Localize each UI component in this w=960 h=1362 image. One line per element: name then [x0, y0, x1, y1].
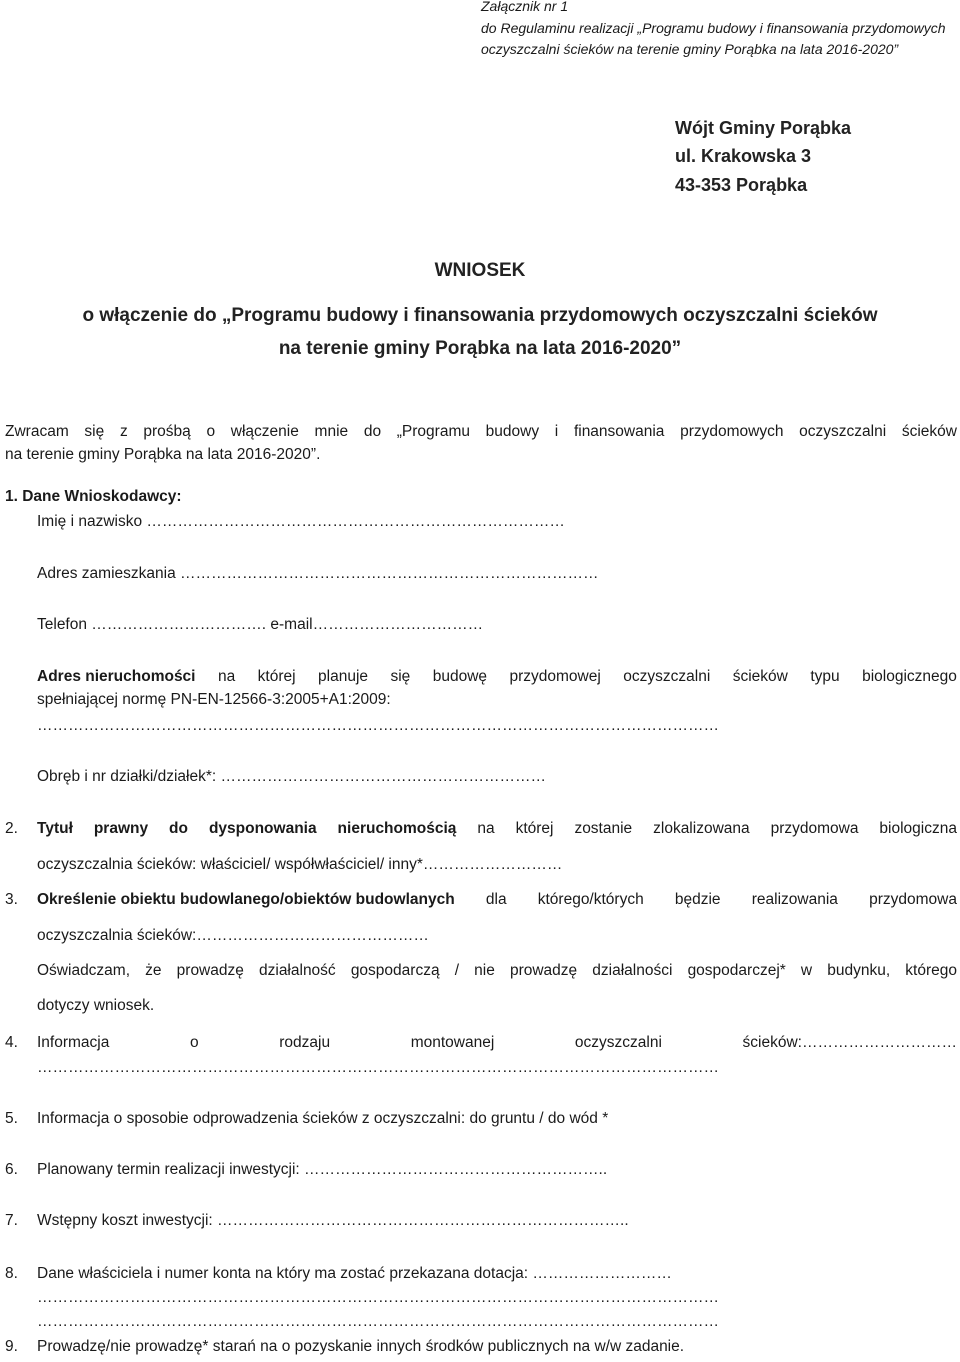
property-address-line-1: Adres nieruchomości na której planuje się budowę przydomowej oczyszczalni ścieków typu biologicznego: [37, 668, 957, 685]
intro-line-2: na terenie gminy Porąbka na lata 2016-2020”.: [5, 446, 321, 463]
investment-date-field[interactable]: Planowany termin realizacji inwestycji: …………………………………………………..: [37, 1161, 608, 1178]
property-address-field[interactable]: ……………………………………………………………………………………………………………………: [37, 717, 719, 734]
form-subtitle-line-1: o włączenie do „Programu budowy i finansowania przydomowych oczyszczalni ścieków: [82, 305, 878, 326]
attachment-line-3: oczyszczalni ścieków na terenie gminy Porąbka na lata 2016-2020”: [481, 41, 899, 57]
addressee-line-1: Wójt Gminy Porąbka: [675, 118, 852, 138]
addressee-line-3: 43-353 Porąbka: [675, 175, 808, 195]
section-6-number: 6.: [5, 1161, 18, 1178]
applicant-contact-field[interactable]: Telefon ……………………………. e-mail……………………………: [37, 616, 484, 633]
owner-bank-details-dots-1[interactable]: ……………………………………………………………………………………………………………………: [37, 1289, 719, 1306]
form-title: WNIOSEK: [434, 260, 526, 281]
section-7-number: 7.: [5, 1212, 18, 1229]
intro-line-1: Zwracam się z prośbą o włączenie mnie do „Programu budowy i finansowania przydomowych oczyszczalni ścieków: [5, 423, 957, 440]
owner-bank-details-dots-2[interactable]: ……………………………………………………………………………………………………………………: [37, 1313, 719, 1330]
section-4-number: 4.: [5, 1034, 18, 1051]
declaration-line-1: Oświadczam, że prowadzę działalność gospodarczą / nie prowadzę działalności gospodarczej* w budynku, którego: [37, 962, 957, 979]
declaration-line-2: dotyczy wniosek.: [37, 997, 155, 1014]
section-9-number: 9.: [5, 1338, 18, 1355]
section-3-line-1: Określenie obiektu budowlanego/obiektów budowlanych dla którego/których będzie realizowania przydomowa: [37, 891, 957, 908]
applicant-address-field[interactable]: Adres zamieszkania ………………………………………………………………………: [37, 565, 599, 582]
attachment-line-1: Załącznik nr 1: [481, 0, 569, 14]
addressee-line-2: ul. Krakowska 3: [675, 146, 812, 166]
treatment-plant-type-field[interactable]: ……………………………………………………………………………………………………………………: [37, 1059, 719, 1076]
property-address-line-2: spełniającej normę PN-EN-12566-3:2005+A1:2009:: [37, 691, 391, 708]
section-4-line-1[interactable]: Informacja o rodzaju montowanej oczyszczalni ścieków:…………………………: [37, 1034, 957, 1051]
investment-cost-field[interactable]: Wstępny koszt inwestycji: ……………………………………………………………………..: [37, 1212, 629, 1229]
ownership-title-field[interactable]: oczyszczalnia ścieków: właściciel/ współwłaściciel/ inny*………………………: [37, 856, 563, 873]
section-2-line-1: Tytuł prawny do dysponowania nieruchomością na której zostanie zlokalizowana przydomowa biologiczna: [37, 820, 957, 837]
section-1-heading: 1. Dane Wnioskodawcy:: [5, 488, 182, 505]
section-2-number: 2.: [5, 820, 18, 837]
section-3-number: 3.: [5, 891, 18, 908]
section-8-number: 8.: [5, 1265, 18, 1282]
building-field[interactable]: oczyszczalnia ścieków:………………………………………: [37, 927, 429, 944]
owner-bank-details-field[interactable]: Dane właściciela i numer konta na który ma zostać przekazana dotacja: ………………………: [37, 1265, 672, 1282]
form-subtitle-line-2: na terenie gminy Porąbka na lata 2016-2020”: [278, 338, 682, 359]
applicant-name-field[interactable]: Imię i nazwisko ………………………………………………………………………: [37, 513, 565, 530]
section-5-text[interactable]: Informacja o sposobie odprowadzenia ścieków z oczyszczalni: do gruntu / do wód *: [37, 1110, 609, 1127]
section-9-text[interactable]: Prowadzę/nie prowadzę* starań na o pozyskanie innych środków publicznych na w/w zadanie.: [37, 1338, 685, 1355]
plot-number-field[interactable]: Obręb i nr działki/działek*: ………………………………………………………: [37, 768, 546, 785]
section-5-number: 5.: [5, 1110, 18, 1127]
attachment-line-2: do Regulaminu realizacji „Programu budowy i finansowania przydomowych: [481, 20, 946, 36]
